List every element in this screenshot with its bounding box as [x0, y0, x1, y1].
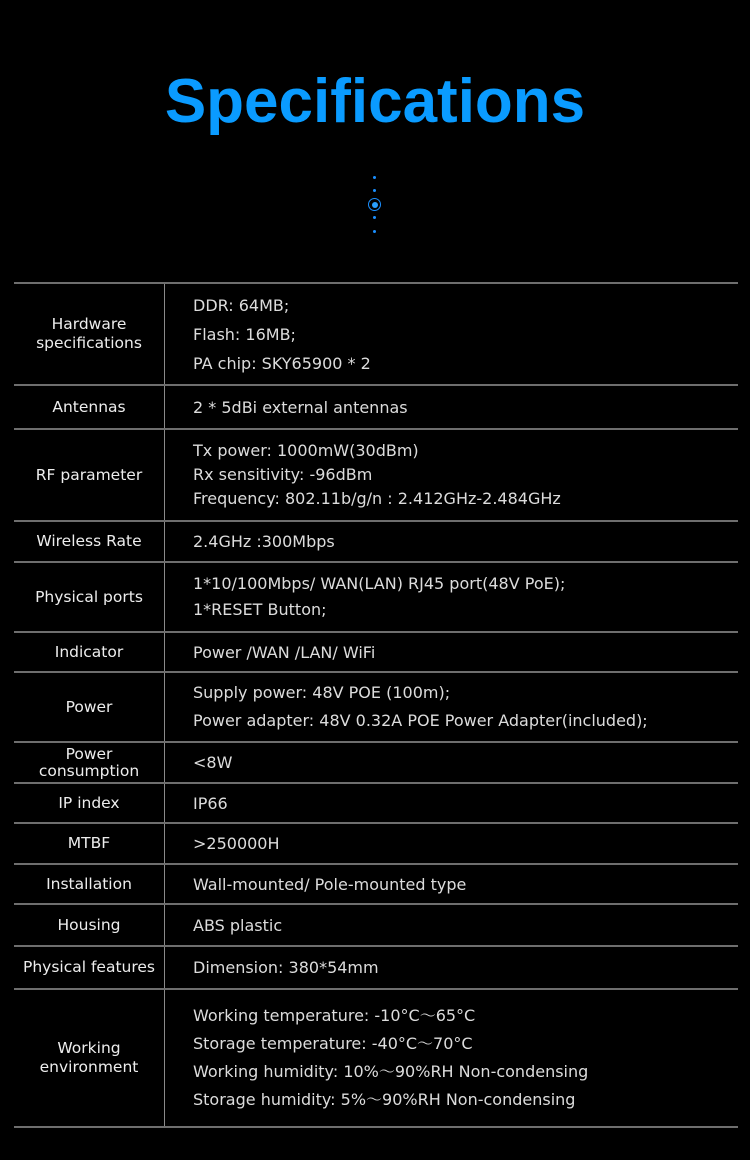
spec-row-working-environment [14, 989, 738, 1127]
spec-label: Power consumption [14, 742, 165, 783]
spec-value [165, 672, 739, 742]
spec-row-installation [14, 864, 738, 904]
spec-row-hardware [14, 283, 738, 385]
spec-line: Working humidity: 10%～90%RH Non-condensing [193, 1062, 589, 1081]
spec-label: IP index [14, 783, 165, 823]
spec-label: Indicator [14, 632, 165, 672]
spec-line: ABS plastic [193, 915, 283, 935]
spec-value [165, 904, 739, 946]
spec-value [165, 783, 739, 823]
spec-label: Antennas [14, 385, 165, 429]
spec-line: Power adapter: 48V 0.32A POE Power Adapter(included); [193, 711, 648, 730]
dot-icon [373, 189, 376, 192]
spec-value [165, 385, 739, 429]
dot-icon [373, 216, 376, 219]
spec-line: Rx sensitivity: -96dBm [193, 465, 373, 484]
spec-label: Hardware specifications [14, 283, 165, 385]
spec-label: Physical ports [14, 562, 165, 632]
spec-line: 2 * 5dBi external antennas [193, 397, 408, 417]
spec-value [165, 521, 739, 562]
spec-row-physical-ports [14, 562, 738, 632]
dot-icon [373, 176, 376, 179]
spec-row-housing [14, 904, 738, 946]
dot-icon [373, 230, 376, 233]
spec-row-power [14, 672, 738, 742]
spec-label: Physical features [14, 946, 165, 989]
spec-line: >250000H [193, 834, 280, 853]
spec-value [165, 429, 739, 521]
spec-value [165, 742, 739, 783]
spec-line: Storage humidity: 5%～90%RH Non-condensing [193, 1090, 576, 1109]
spec-line: <8W [193, 753, 233, 772]
spec-line: Tx power: 1000mW(30dBm) [193, 441, 419, 460]
spec-line: Power /WAN /LAN/ WiFi [193, 642, 376, 662]
spec-value [165, 632, 739, 672]
spec-label: Power [14, 672, 165, 742]
spec-line: Wall-mounted/ Pole-mounted type [193, 874, 467, 894]
spec-label: Installation [14, 864, 165, 904]
spec-row-physical-features [14, 946, 738, 989]
spec-label: RF parameter [14, 429, 165, 521]
spec-line: Dimension: 380*54mm [193, 958, 379, 977]
spec-value [165, 283, 739, 385]
spec-value [165, 989, 739, 1127]
spec-value [165, 864, 739, 904]
spec-row-mtbf [14, 823, 738, 864]
spec-row-rf-parameter [14, 429, 738, 521]
spec-line: 1*10/100Mbps/ WAN(LAN) RJ45 port(48V PoE); [193, 574, 566, 593]
spec-line: Frequency: 802.11b/g/n : 2.412GHz-2.484GHz [193, 489, 561, 508]
decorative-dots-icon [365, 174, 385, 240]
spec-label: Housing [14, 904, 165, 946]
spec-row-antennas [14, 385, 738, 429]
spec-row-power-consumption [14, 742, 738, 783]
spec-label: Working environment [14, 989, 165, 1127]
spec-value [165, 823, 739, 864]
specifications-table [14, 282, 738, 1128]
spec-row-ip-index [14, 783, 738, 823]
spec-line: Flash: 16MB; [193, 324, 296, 344]
spec-row-indicator [14, 632, 738, 672]
page-title: Specifications [164, 67, 586, 136]
spec-line: PA chip: SKY65900 * 2 [193, 353, 371, 373]
spec-row-wireless-rate [14, 521, 738, 562]
spec-label: MTBF [14, 823, 165, 864]
spec-line: 1*RESET Button; [193, 600, 327, 619]
spec-line: Working temperature: -10°C～65°C [193, 1006, 476, 1025]
spec-value [165, 562, 739, 632]
spec-label: Wireless Rate [14, 521, 165, 562]
ring-core-icon [372, 202, 378, 208]
spec-line: Storage temperature: -40°C～70°C [193, 1034, 473, 1053]
spec-value [165, 946, 739, 989]
spec-line: DDR: 64MB; [193, 295, 290, 315]
spec-line: IP66 [193, 793, 228, 813]
spec-line: Supply power: 48V POE (100m); [193, 683, 451, 702]
spec-line: 2.4GHz :300Mbps [193, 532, 335, 551]
